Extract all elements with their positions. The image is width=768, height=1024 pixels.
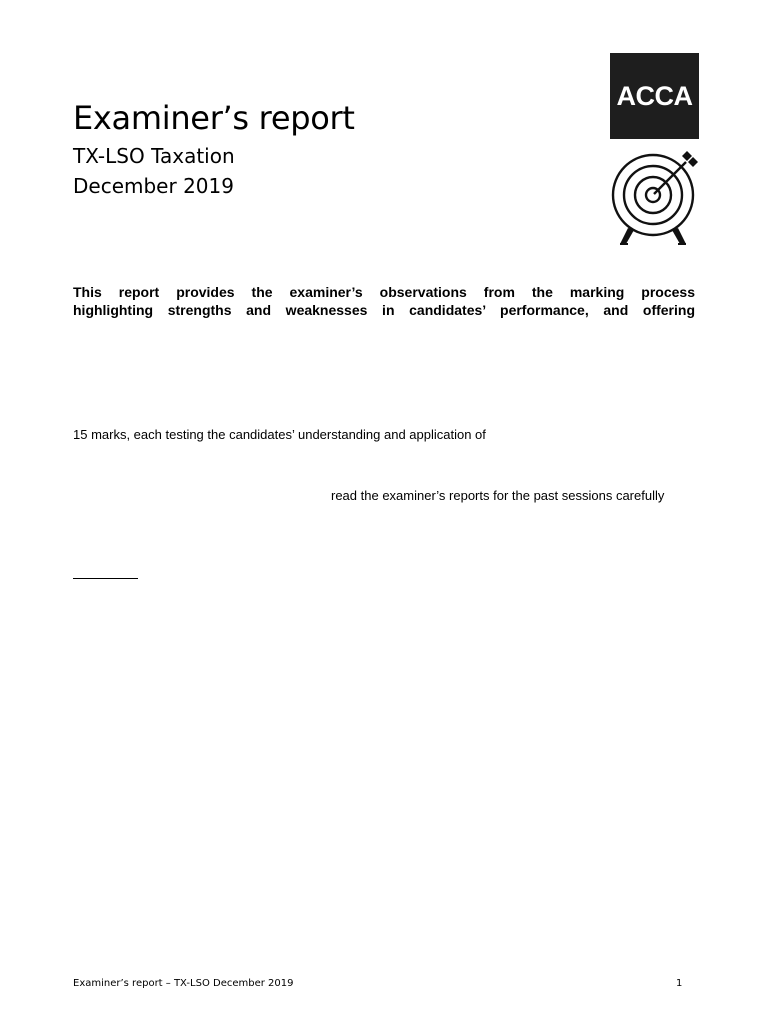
exam-name: TX-LSO Taxation: [73, 144, 235, 168]
body-text-line: 15 marks, each testing the candidates’ understanding and application of: [73, 427, 486, 442]
report-title: Examiner’s report: [73, 99, 355, 137]
body-text-line: read the examiner’s reports for the past sessions carefully: [331, 488, 665, 503]
page-number: 1: [676, 978, 683, 989]
acca-logo: [610, 53, 699, 139]
exam-session: December 2019: [73, 174, 234, 198]
intro-line: This report provides the examiner’s observations from the marking process: [73, 284, 695, 300]
divider: [73, 578, 138, 579]
intro-line: highlighting strengths and weaknesses in candidates’ performance, and offering: [73, 302, 695, 318]
intro-paragraph: [73, 283, 695, 319]
logo-text: ACCA: [616, 80, 693, 111]
target-with-arrow-icon: [608, 150, 704, 246]
footer-text: Examiner’s report – TX-LSO December 2019: [73, 978, 294, 989]
